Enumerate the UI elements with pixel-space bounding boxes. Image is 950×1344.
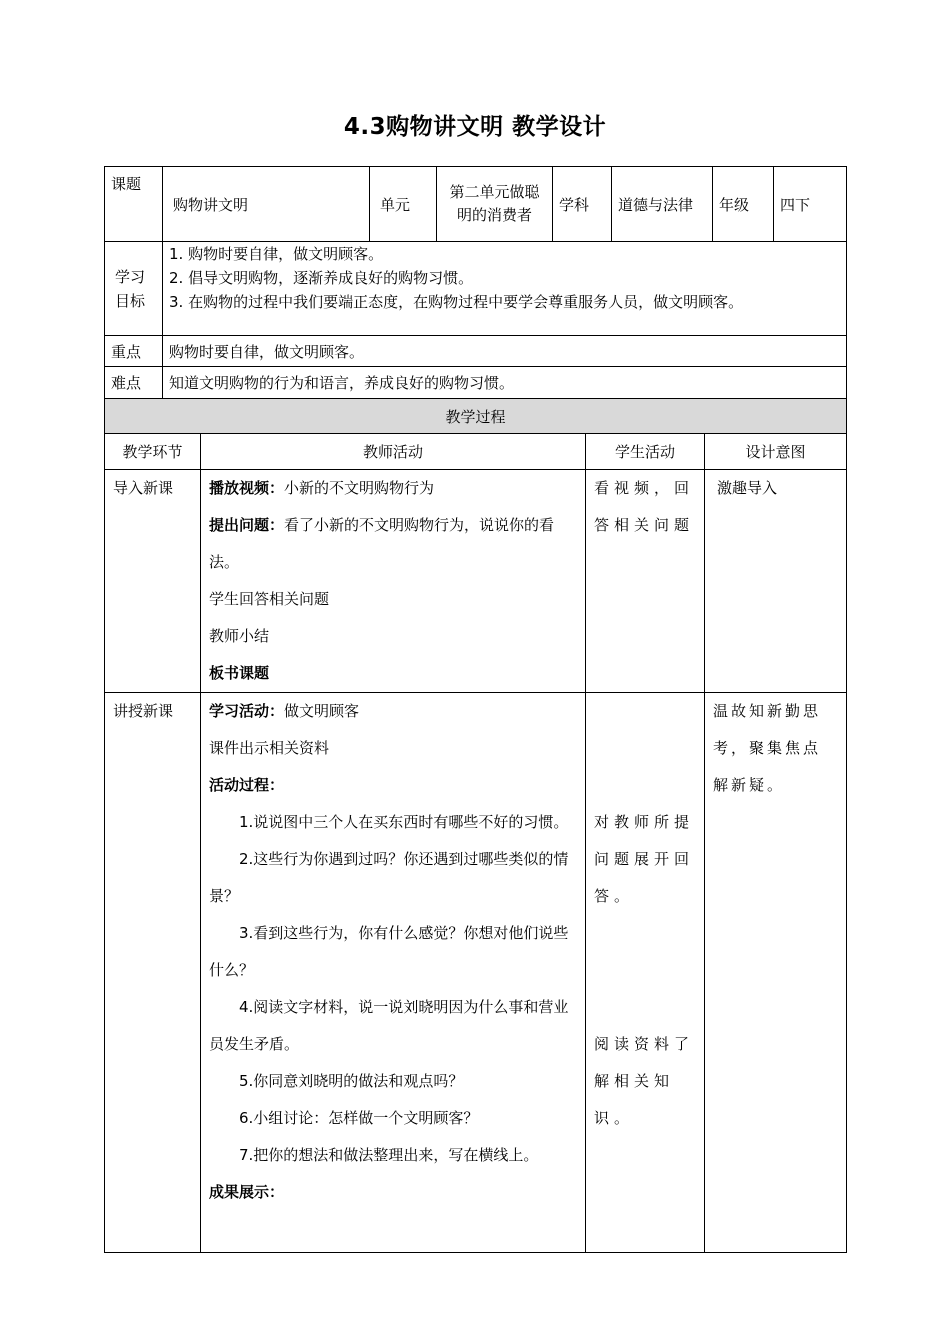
unit-label: 单元 xyxy=(370,167,437,242)
video-label: 播放视频： xyxy=(209,479,285,497)
activity-text: 做文明顾客 xyxy=(284,702,360,720)
step-item: 1.说说图中三个人在买东西时有哪些不好的习惯。 xyxy=(239,813,569,831)
intro-line: 学生回答相关问题 xyxy=(209,590,330,608)
teach-stage: 讲授新课 xyxy=(105,693,201,1253)
intro-intent: 激趣导入 xyxy=(705,470,847,693)
goals-list xyxy=(163,242,847,336)
column-header: 教师活动 xyxy=(201,434,586,470)
step-item: 3.看到这些行为，你有什么感觉？你想对他们说些什么？ xyxy=(209,924,569,979)
step-item: 6.小组讨论：怎样做一个文明顾客？ xyxy=(239,1109,479,1127)
step-item: 5.你同意刘晓明的做法和观点吗？ xyxy=(239,1072,464,1090)
intro-stage: 导入新课 xyxy=(105,470,201,693)
student-response: 阅读资料了解相关知识。 xyxy=(594,1035,695,1127)
courseware-line: 课件出示相关资料 xyxy=(209,739,330,757)
question-text: 看了小新的不文明购物行为，说说你的看法。 xyxy=(209,516,555,571)
column-header: 教学环节 xyxy=(105,434,201,470)
difficulty-label: 难点 xyxy=(105,367,163,399)
column-header: 设计意图 xyxy=(705,434,847,470)
topic-label: 课题 xyxy=(105,167,163,242)
grade-value: 四下 xyxy=(774,167,847,242)
goal-item: 2. 倡导文明购物，逐渐养成良好的购物习惯。 xyxy=(169,269,474,287)
info-table xyxy=(104,166,847,399)
goal-item: 3. 在购物的过程中我们要端正态度，在购物过程中要学会尊重服务人员，做文明顾客。 xyxy=(169,293,744,311)
step-item: 4.阅读文字材料，说一说刘晓明因为什么事和营业员发生矛盾。 xyxy=(209,998,569,1053)
student-response: 对教师所提问题展开回答。 xyxy=(594,813,695,905)
key-point-value: 购物时要自律，做文明顾客。 xyxy=(163,336,847,367)
unit-value: 第二单元做聪明的消费者 xyxy=(437,167,553,242)
intro-student-activity: 看视频，回答相关问题 xyxy=(586,470,705,693)
topic-value: 购物讲文明 xyxy=(163,167,370,242)
step-item: 2.这些行为你遇到过吗？你还遇到过哪些类似的情景？ xyxy=(209,850,569,905)
goals-label: 学习目标 xyxy=(105,242,163,336)
grade-label: 年级 xyxy=(713,167,774,242)
page-title: 4.3购物讲文明 教学设计 xyxy=(343,114,607,140)
subject-value: 道德与法律 xyxy=(612,167,713,242)
intro-teacher-activity xyxy=(201,470,586,693)
intro-line: 板书课题 xyxy=(209,664,270,682)
teach-teacher-activity xyxy=(201,693,586,1253)
teach-student-activity xyxy=(586,693,705,1253)
question-label: 提出问题： xyxy=(209,516,285,534)
activity-label: 学习活动： xyxy=(209,702,285,720)
key-point-label: 重点 xyxy=(105,336,163,367)
subject-label: 学科 xyxy=(553,167,612,242)
teach-intent: 温故知新勤思考，聚集焦点解新疑。 xyxy=(705,693,847,1253)
step-item: 7.把你的想法和做法整理出来，写在横线上。 xyxy=(239,1146,539,1164)
difficulty-value: 知道文明购物的行为和语言，养成良好的购物习惯。 xyxy=(163,367,847,399)
goal-item: 1. 购物时要自律，做文明顾客。 xyxy=(169,245,384,263)
intro-line: 教师小结 xyxy=(209,627,270,645)
process-header: 教学过程 xyxy=(105,399,847,434)
process-label: 活动过程： xyxy=(209,776,285,794)
column-header: 学生活动 xyxy=(586,434,705,470)
result-label: 成果展示： xyxy=(209,1183,285,1201)
video-text: 小新的不文明购物行为 xyxy=(284,479,435,497)
process-table xyxy=(104,398,847,1253)
